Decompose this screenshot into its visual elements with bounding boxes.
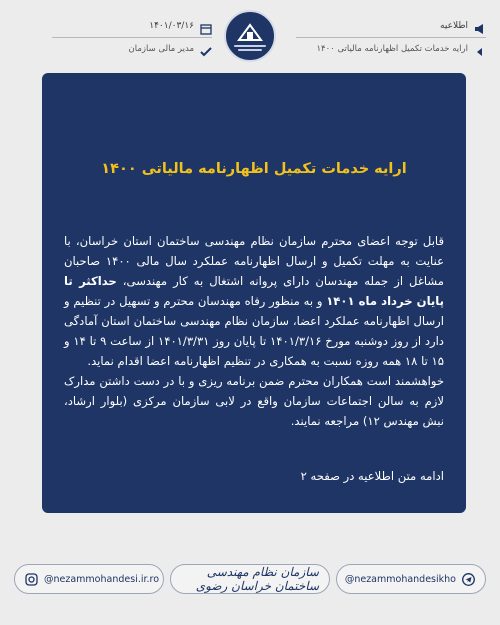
telegram-icon [462,573,475,586]
footer [14,564,486,596]
announcement-title: ارایه خدمات تکمیل اظهارنامه مالیاتی ۱۴۰۰ [101,161,407,177]
instagram-icon [25,573,38,586]
notice-author: مدیر مالی سازمان [128,44,194,54]
divider [296,37,486,38]
website-link[interactable] [14,564,164,594]
telegram-text: @nezammohandesikho [344,573,456,585]
org-name-signature: سازمان نظام مهندسی ساختمان خراسان رضوی [170,564,330,594]
paragraph-1-text-end: و به منظور رفاه مهندسان محترم و تسهیل در تنظیم و ارسال اظهارنامه عملکرد اعضا، سازمان نظام مهندسی ساختمان استان آمادگی دارد از روز دوشنبه مورخ ۱۴۰۱/۳/۱۶ تا پایان روز ۱۴۰۱/۳/۳۱ از ساعت ۹ تا ۱۴ و ۱۵ تا ۱۸ همه روزه نسبت به همکاری در تنظیم اظهارنامه اعضا اقدام نماید. [64,294,444,368]
paragraph-2: خواهشمند است همکاران محترم ضمن برنامه ریزی و با در دست داشتن مدارک لازم به سالن اجتماعات سازمان واقع در لابی سازمان مرکزی (بلوار ارشاد، نبش مهندس ۱۲) مراجعه نمایند. [64,374,444,428]
header-info-left [52,18,212,57]
header [0,0,500,72]
telegram-link[interactable] [336,564,486,594]
paragraph-1-text: قابل توجه اعضای محترم سازمان نظام مهندسی ساختمان استان خراسان، با عنایت به مهلت تکمیل و ارسال اظهارنامه عملکرد سال مالی ۱۴۰۰ صاحبان مشاغل از جمله مهندسان دارای پروانه اشتغال به کار مهندسی، [64,234,444,288]
notice-subject: ارایه خدمات تکمیل اظهارنامه مالیاتی ۱۴۰۰ [316,44,468,54]
deadline-highlight: حداکثر تا پایان خرداد ماه ۱۴۰۱ [64,274,444,308]
header-info-right [296,18,486,57]
organization-logo [224,10,276,62]
notice-date: ۱۴۰۱/۰۳/۱۶ [149,21,194,31]
megaphone-icon [474,20,486,32]
arrow-left-icon [474,43,486,55]
calendar-icon [200,20,212,32]
website-text: @nezammohandesi.ir.ro [44,573,160,585]
notice-category: اطلاعیه [440,21,468,31]
paragraph-1 [64,231,444,371]
check-icon [200,43,212,55]
announcement-card [42,73,466,513]
continue-note: ادامه متن اطلاعیه در صفحه ۲ [300,469,444,483]
divider [52,37,212,38]
announcement-body [64,231,444,431]
